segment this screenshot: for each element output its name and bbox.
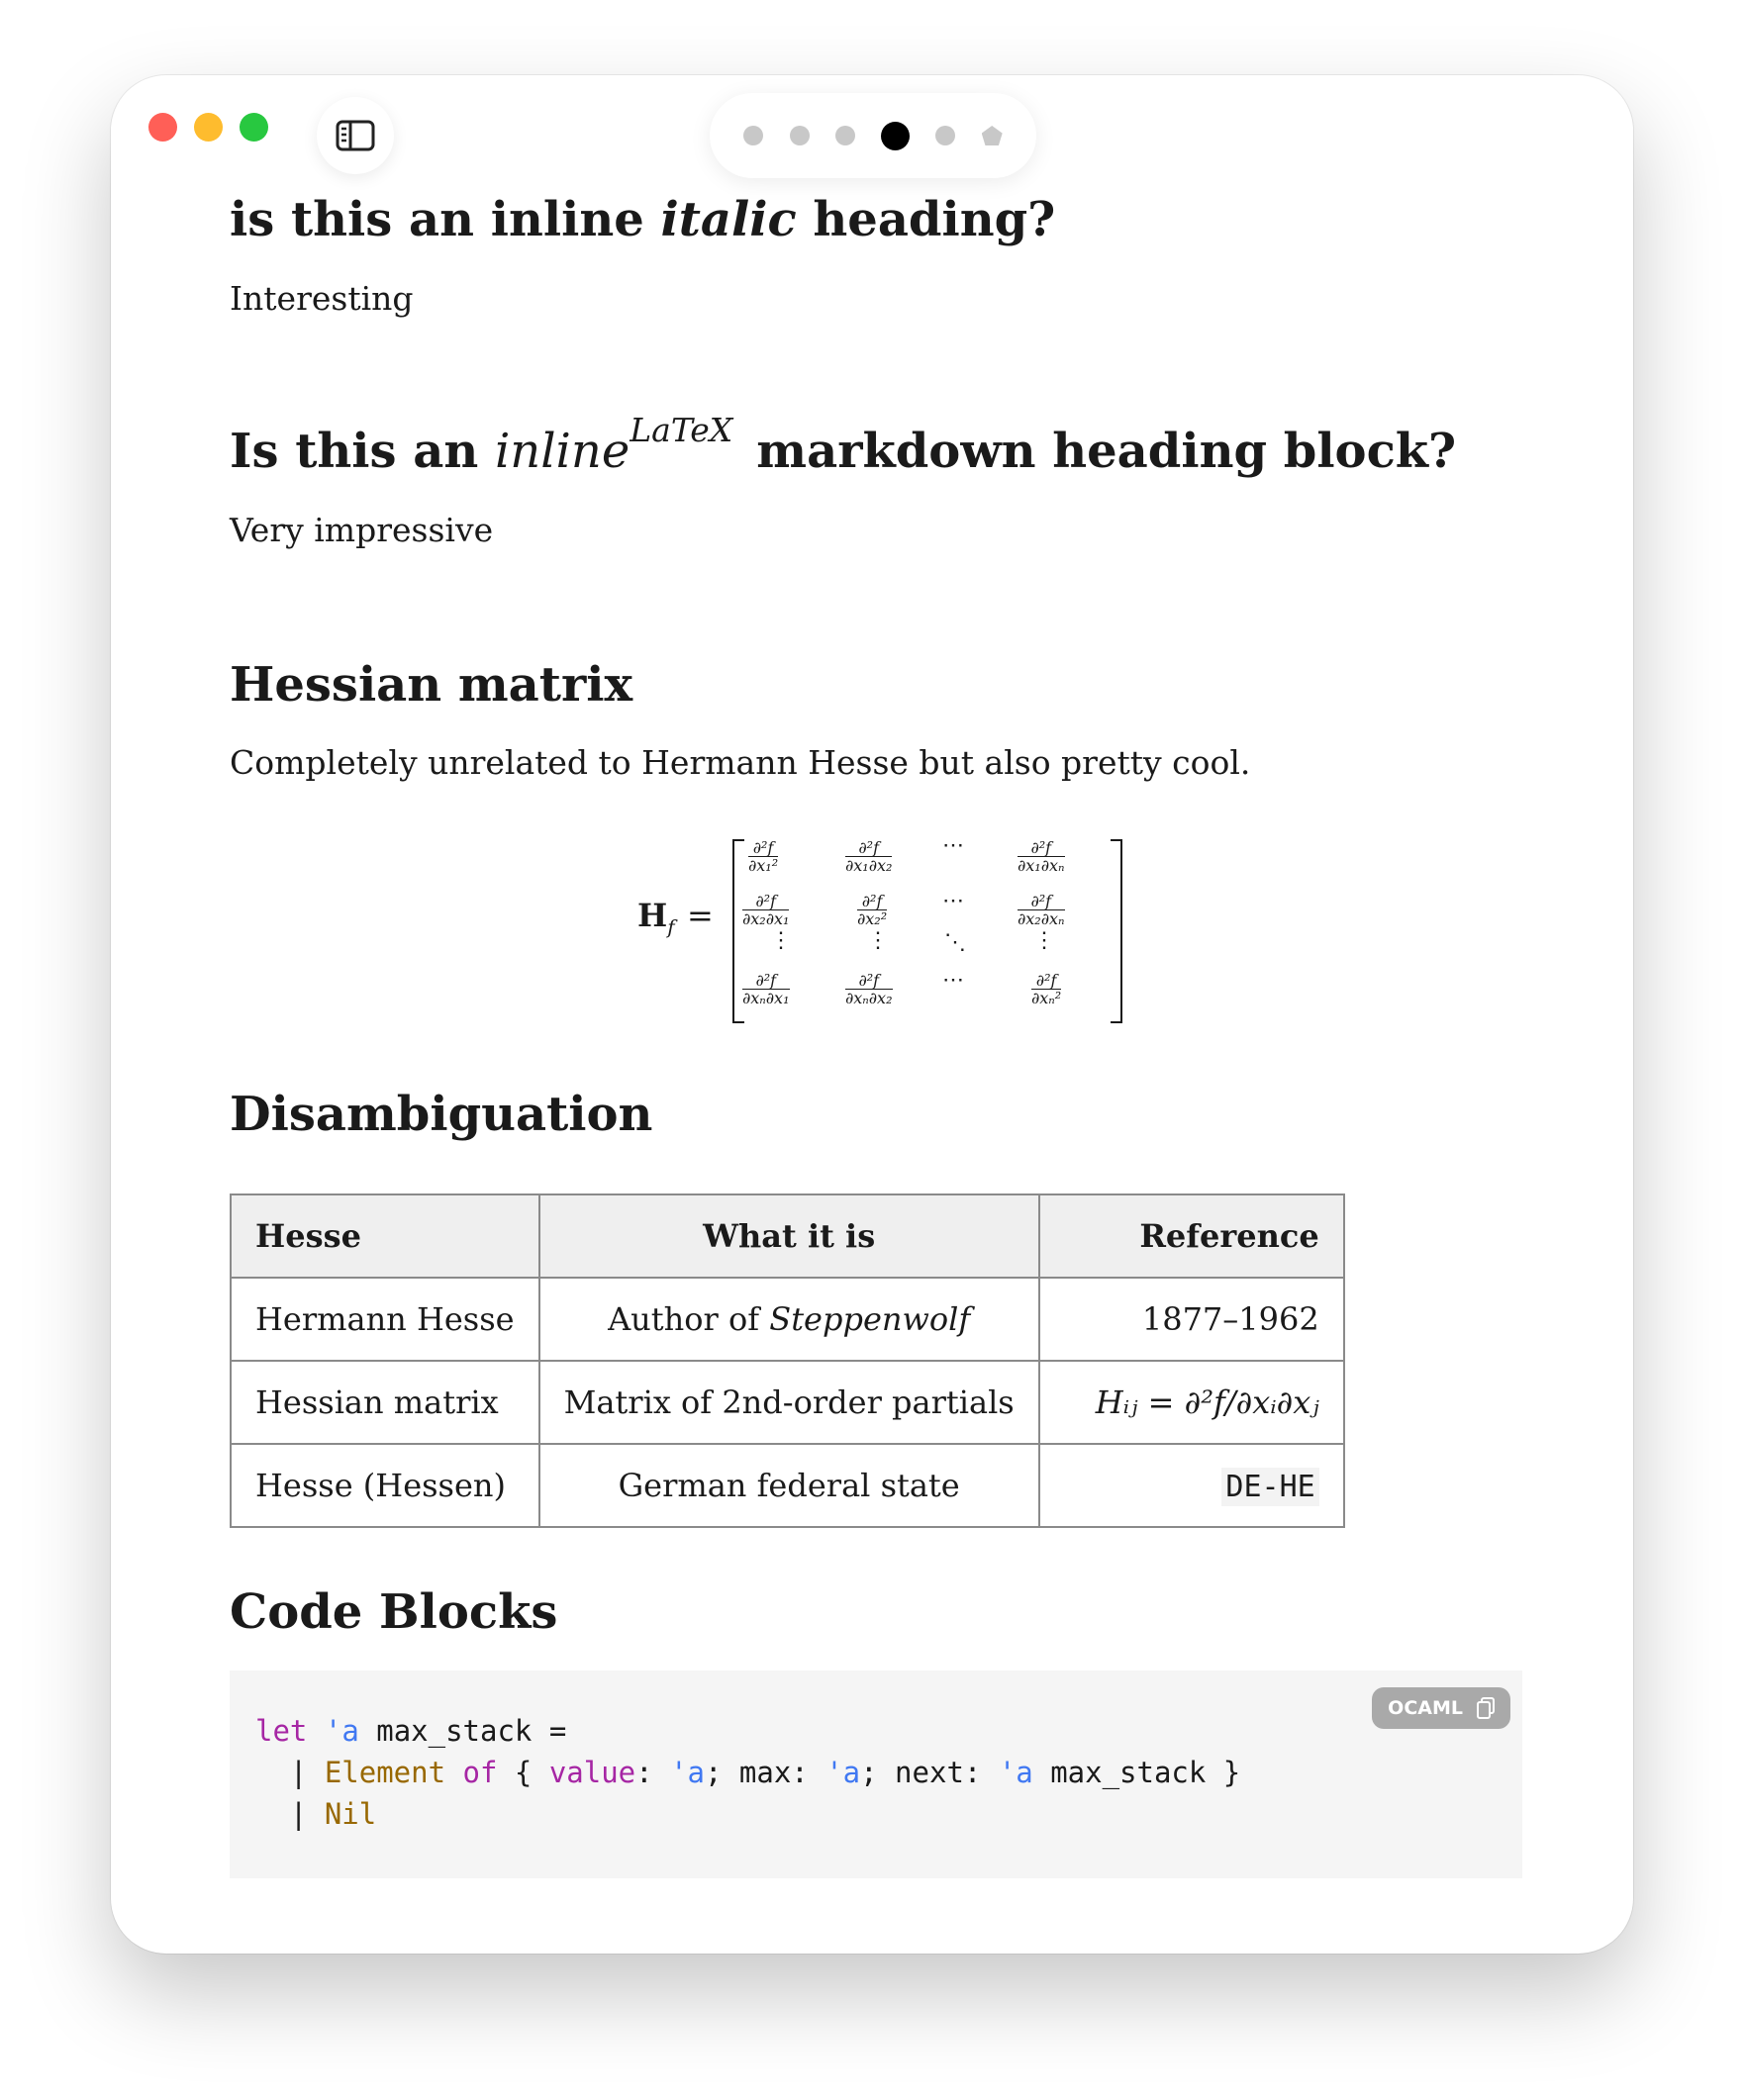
- matrix-cell: $\frac{\text{∂²f}}{\text{∂x₂∂x₁}}$: [742, 892, 790, 928]
- matrix-cell: $\frac{\text{∂²f}}{\text{∂xₙ∂x₁}}$: [742, 971, 790, 1007]
- matrix-vdots: ⋮: [867, 928, 889, 953]
- heading-code-blocks: Code Blocks: [230, 1584, 558, 1640]
- matrix-vdots: ⋮: [1033, 928, 1055, 953]
- page-dot-2[interactable]: [790, 126, 810, 145]
- close-button[interactable]: [148, 113, 177, 142]
- matrix-hdots: ⋯: [942, 889, 964, 913]
- code-block[interactable]: [230, 1670, 1522, 1878]
- page-dot-1[interactable]: [743, 126, 763, 145]
- paragraph-interesting: Interesting: [230, 279, 414, 318]
- language-label: OCAML: [1388, 1697, 1463, 1719]
- minimize-button[interactable]: [194, 113, 223, 142]
- latex-inline-superscript: LaTeX: [630, 411, 733, 449]
- table-cell: German federal state: [539, 1444, 1039, 1527]
- equals-sign: =: [687, 897, 714, 934]
- table-cell: 1877–1962: [1039, 1278, 1344, 1361]
- traffic-lights: [148, 113, 268, 142]
- table-cell: Hᵢⱼ = ∂²f/∂xᵢ∂xⱼ: [1039, 1361, 1344, 1444]
- code-line-2: | Element of { value: 'a; max: 'a; next: 'a max_stack }: [255, 1756, 1241, 1789]
- page-dot-3[interactable]: [835, 126, 855, 145]
- hessian-matrix-equation: [637, 831, 1103, 1029]
- matrix-cell: $\frac{\text{∂²f}}{\text{∂x₂²}}$: [857, 892, 888, 928]
- latex-inline-base: inline: [494, 424, 630, 479]
- table-header-row: [231, 1194, 1344, 1278]
- column-header-reference: Reference: [1039, 1194, 1344, 1278]
- table-cell: Matrix of 2nd-order partials: [539, 1361, 1039, 1444]
- matrix-lhs: $H_f$: [637, 897, 675, 939]
- table-cell: [1039, 1444, 1344, 1527]
- table-cell: Author of Steppenwolf: [539, 1278, 1039, 1361]
- heading-inline-latex: Is this an inline$^{LaTeX}$ markdown heading block?: [230, 411, 1457, 479]
- matrix-hdots: ⋯: [942, 968, 964, 993]
- matrix-cell: $\frac{\text{∂²f}}{\text{∂x₁∂xₙ}}$: [1018, 838, 1065, 875]
- table-row: [231, 1278, 1344, 1361]
- page-indicator: [710, 93, 1036, 178]
- code-line-1: let 'a max_stack =: [255, 1714, 567, 1748]
- matrix-cell: $\frac{\text{∂²f}}{\text{∂x₁∂x₂}}$: [845, 838, 893, 875]
- column-header-hesse: Hesse: [231, 1194, 539, 1278]
- page-dot-5[interactable]: [935, 126, 955, 145]
- table-row: [231, 1361, 1344, 1444]
- matrix-hdots: ⋯: [942, 833, 964, 858]
- zoom-button[interactable]: [240, 113, 268, 142]
- pentagon-page-icon[interactable]: [982, 126, 1003, 145]
- paragraph-very-impressive: Very impressive: [230, 511, 494, 549]
- table-cell: Hesse (Hessen): [231, 1444, 539, 1527]
- copy-icon: [1477, 1697, 1495, 1719]
- matrix-cell: $\frac{\text{∂²f}}{\text{∂x₁²}}$: [748, 838, 779, 875]
- column-header-what-it-is: What it is: [539, 1194, 1039, 1278]
- sidebar-icon: [336, 120, 375, 151]
- matrix-cell: $\frac{\text{∂²f}}{\text{∂x₂∂xₙ}}$: [1018, 892, 1065, 928]
- table-cell: Hessian matrix: [231, 1361, 539, 1444]
- language-copy-button[interactable]: [1372, 1687, 1510, 1729]
- matrix-cell: $\frac{\text{∂²f}}{\text{∂xₙ²}}$: [1031, 971, 1062, 1007]
- right-bracket: [1111, 839, 1122, 1023]
- matrix-cell: $\frac{\text{∂²f}}{\text{∂xₙ∂x₂}}$: [845, 971, 893, 1007]
- sidebar-toggle-button[interactable]: [317, 97, 394, 174]
- disambiguation-table: [230, 1193, 1345, 1528]
- matrix-ddots: ⋱: [944, 930, 966, 955]
- table-cell: Hermann Hesse: [231, 1278, 539, 1361]
- heading-disambiguation: Disambiguation: [230, 1087, 653, 1142]
- matrix-vdots: ⋮: [770, 928, 792, 953]
- code-line-3: | Nil: [255, 1797, 377, 1831]
- paragraph-hessian-description: Completely unrelated to Hermann Hesse but also pretty cool.: [230, 743, 1251, 782]
- heading-hessian-matrix: Hessian matrix: [230, 657, 633, 713]
- table-row: [231, 1444, 1344, 1527]
- page-dot-4-active[interactable]: [881, 122, 910, 150]
- app-window: [111, 75, 1633, 1954]
- inline-code: DE-HE: [1221, 1468, 1318, 1506]
- heading-italic-inline: is this an inline italic heading?: [230, 192, 1056, 247]
